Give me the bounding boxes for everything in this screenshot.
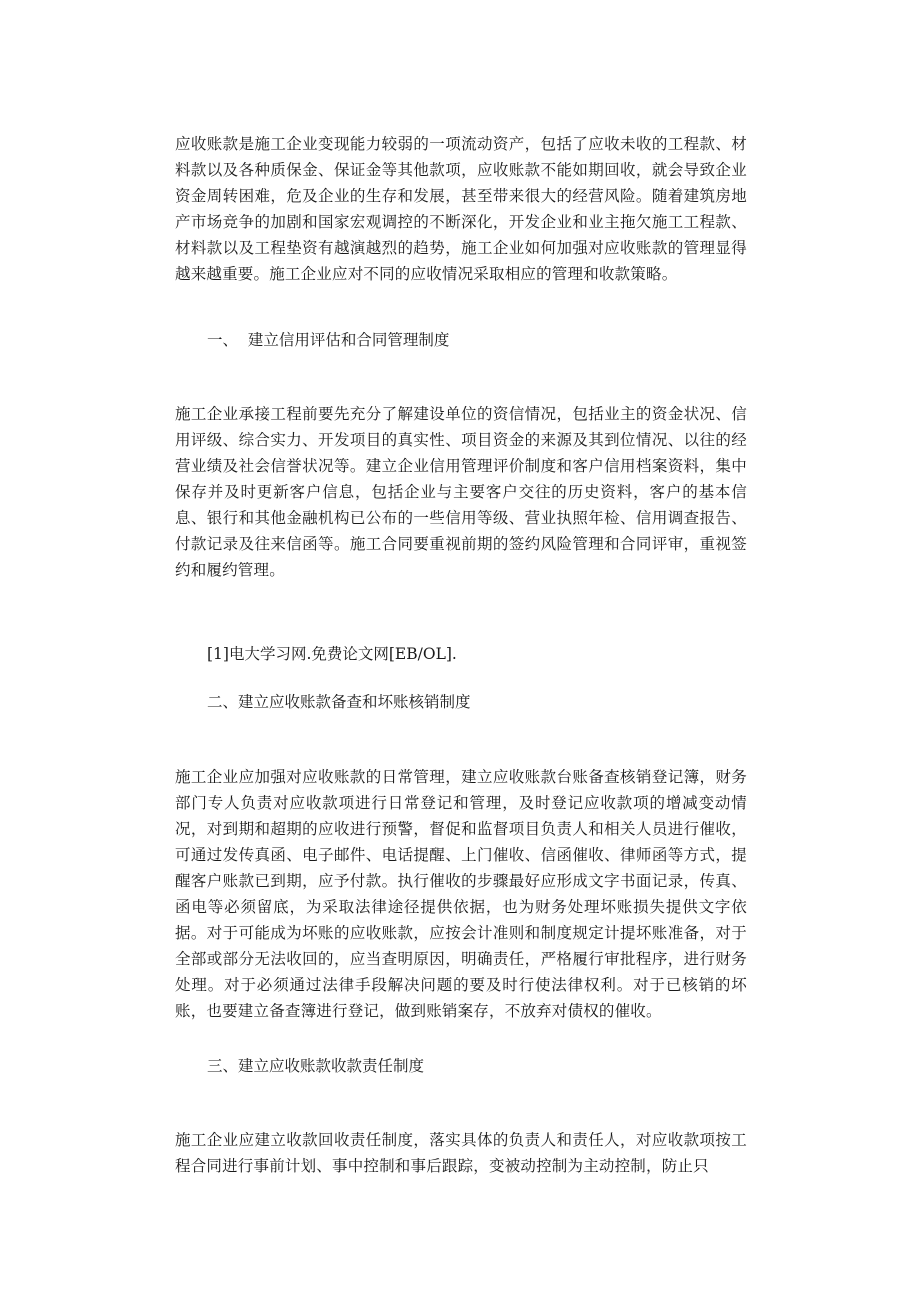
section2-heading: 二、建立应收账款备查和坏账核销制度	[207, 693, 471, 711]
section2-paragraph: 施工企业应加强对应收账款的日常管理，建立应收账款台账备查核销登记簿，财务部门专人负责对应收款项进行日常登记和管理，及时登记应收款项的增减变动情况，对到期和超期的应收进行预警，督促和监督项目负责人和相关人员进行催收，可通过发传真函、电子邮件、电话提醒、上门催收、信函催收、律师函等方式，提醒客户账款已到期，应予付款。执行催收的步骤最好应形成文字书面记录，传真、函电等必须留底，为采取法律途径提供依据，也为财务处理坏账损失提供文字依据。对于可能成为坏账的应收账款，应按会计准则和制度规定计提坏账准备，对于全部或部分无法收回的，应当查明原因，明确责任，严格履行审批程序，进行财务处理。对于必须通过法律手段解决问题的要及时行使法律权利。对于已核销的坏账，也要建立备查簿进行登记，做到账销案存，不放弃对债权的催收。	[175, 768, 747, 1020]
section3-heading: 三、建立应收账款收款责任制度	[207, 1057, 425, 1075]
section1-paragraph: 施工企业承接工程前要先充分了解建设单位的资信情况，包括业主的资金状况、信用评级、综合实力、开发项目的真实性、项目资金的来源及其到位情况、以往的经营业绩及社会信誉状况等。建立企业信用管理评价制度和客户信用档案资料，集中保存并及时更新客户信息，包括企业与主要客户交往的历史资料，客户的基本信息、银行和其他金融机构已公布的一些信用等级、营业执照年检、信用调查报告、付款记录及往来信函等。施工合同要重视前期的签约风险管理和合同评审，重视签约和履约管理。	[175, 405, 747, 579]
section3-paragraph: 施工企业应建立收款回收责任制度，落实具体的负责人和责任人，对应收款项按工程合同进行事前计划、事中控制和事后跟踪，变被动控制为主动控制，防止只	[175, 1131, 747, 1175]
section1-heading: 一、 建立信用评估和合同管理制度	[207, 331, 450, 349]
reference-citation: [1]电大学习网.免费论文网[EB/OL].	[207, 645, 457, 663]
intro-paragraph: 应收账款是施工企业变现能力较弱的一项流动资产，包括了应收未收的工程款、材料款以及各种质保金、保证金等其他款项，应收账款不能如期回收，就会导致企业资金周转困难，危及企业的生存和发展，甚至带来很大的经营风险。随着建筑房地产市场竞争的加剧和国家宏观调控的不断深化，开发企业和业主拖欠施工工程款、材料款以及工程垫资有越演越烈的趋势，施工企业如何加强对应收账款的管理显得越来越重要。施工企业应对不同的应收情况采取相应的管理和收款策略。	[175, 135, 747, 283]
